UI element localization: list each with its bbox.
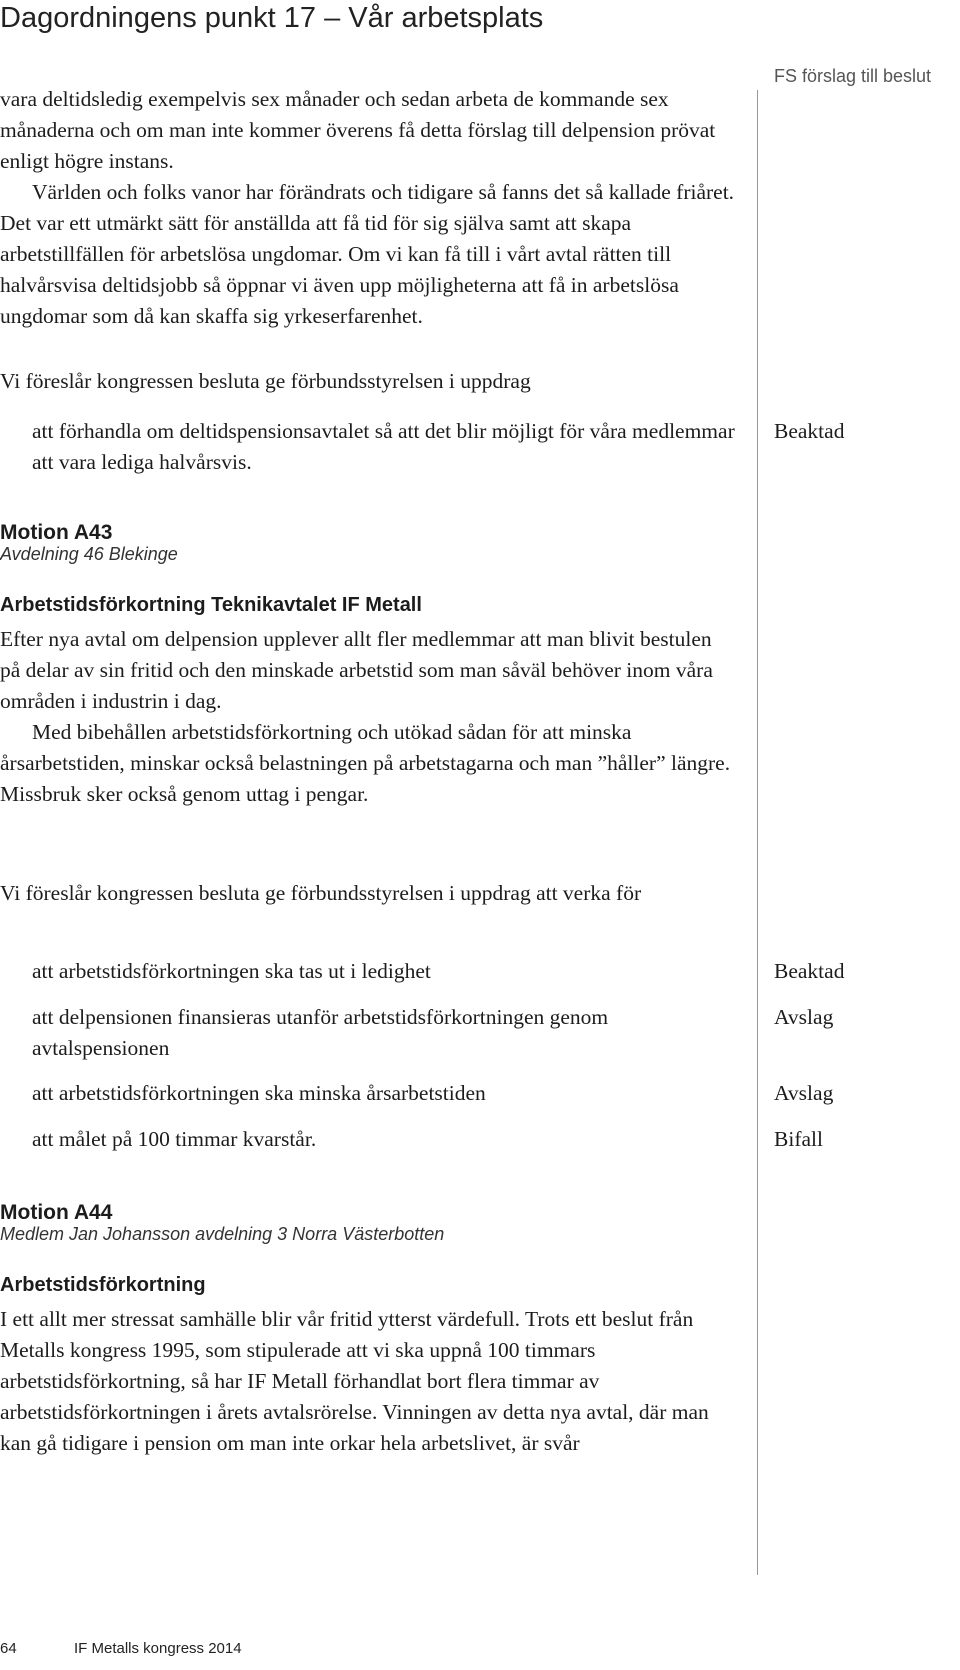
- publication-name: IF Metalls kongress 2014: [74, 1640, 242, 1657]
- paragraph: Med bibehållen arbetstidsförkortning och utökad sådan för att minska årsarbetstiden, minskar också belastningen på arbetstagarna och man ”håller” längre. Missbruk sker också genom uttag i pengar.: [0, 720, 731, 806]
- motion-body: [0, 624, 735, 810]
- motion-author: Medlem Jan Johansson avdelning 3 Norra Västerbotten: [0, 1224, 445, 1244]
- right-column-label: FS förslag till beslut: [774, 66, 932, 86]
- page-footer: [0, 1640, 242, 1657]
- paragraph: vara deltidsledig exempelvis sex månader och sedan arbeta de kommande sex månaderna och om man inte kommer överens få detta förslag till delpension prövat enligt högre instans.: [0, 87, 716, 173]
- decision-label: Beaktad: [774, 959, 845, 983]
- att-item: att arbetstidsförkortningen ska minska årsarbetstiden: [32, 1081, 486, 1105]
- column-divider: [757, 90, 758, 1575]
- paragraph: I ett allt mer stressat samhälle blir vår fritid ytterst värdefull. Trots ett beslut från Metalls kongress 1995, som stipulerade att vi ska uppnå 100 timmars arbetstidsförkortning, så har IF Metall förhandlat bort flera timmar av arbetstidsförkortningen i årets avtalsrörelse. Vinningen av detta nya avtal, där man kan gå tidigare i pension om man inte orkar hela arbetslivet, är svår: [0, 1307, 709, 1455]
- paragraph: Efter nya avtal om delpension upplever allt fler medlemmar att man blivit bestulen på delar av sin fritid och den minskade arbetstid som man såväl behöver inom våra områden i industrin i dag.: [0, 627, 713, 713]
- page-number: 64: [0, 1640, 17, 1657]
- motion-title: Motion A43: [0, 521, 113, 544]
- att-item: att förhandla om deltidspensionsavtalet så att det blir möjligt för våra medlemmar att vara lediga halvårsvis.: [32, 419, 735, 474]
- motion-body: [0, 1304, 735, 1459]
- att-item: att målet på 100 timmar kvarstår.: [32, 1127, 317, 1151]
- motion-title: Motion A44: [0, 1201, 113, 1224]
- decision-label: Beaktad: [774, 419, 845, 443]
- motion-heading: Arbetstidsförkortning Teknikavtalet IF Metall: [0, 594, 422, 616]
- proposal-text: Vi föreslår kongressen besluta ge förbundsstyrelsen i uppdrag: [0, 369, 531, 393]
- decision-label: Bifall: [774, 1127, 823, 1151]
- page-title: Dagordningens punkt 17 – Vår arbetsplats: [0, 2, 544, 34]
- att-item: att delpensionen finansieras utanför arbetstidsförkortningen genom avtalspensionen: [32, 1005, 609, 1060]
- proposal-text: Vi föreslår kongressen besluta ge förbundsstyrelsen i uppdrag att verka för: [0, 881, 642, 905]
- paragraph: Världen och folks vanor har förändrats och tidigare så fanns det så kallade friåret. Det var ett utmärkt sätt för anställda att få tid för sig själva samt att skapa arbetstillfällen för arbetslösa ungdomar. Om vi kan få till i vårt avtal rätten till halvårsvisa deltidsjobb så öppnar vi även upp möjligheterna att få in arbetslösa ungdomar som då kan skaffa sig yrkeserfarenhet.: [0, 180, 735, 328]
- att-item: att arbetstidsförkortningen ska tas ut i ledighet: [32, 959, 431, 983]
- motion-author: Avdelning 46 Blekinge: [0, 544, 178, 564]
- decision-label: Avslag: [774, 1081, 834, 1105]
- top-section: [0, 84, 735, 332]
- decision-label: Avslag: [774, 1005, 834, 1029]
- motion-heading: Arbetstidsförkortning: [0, 1274, 206, 1296]
